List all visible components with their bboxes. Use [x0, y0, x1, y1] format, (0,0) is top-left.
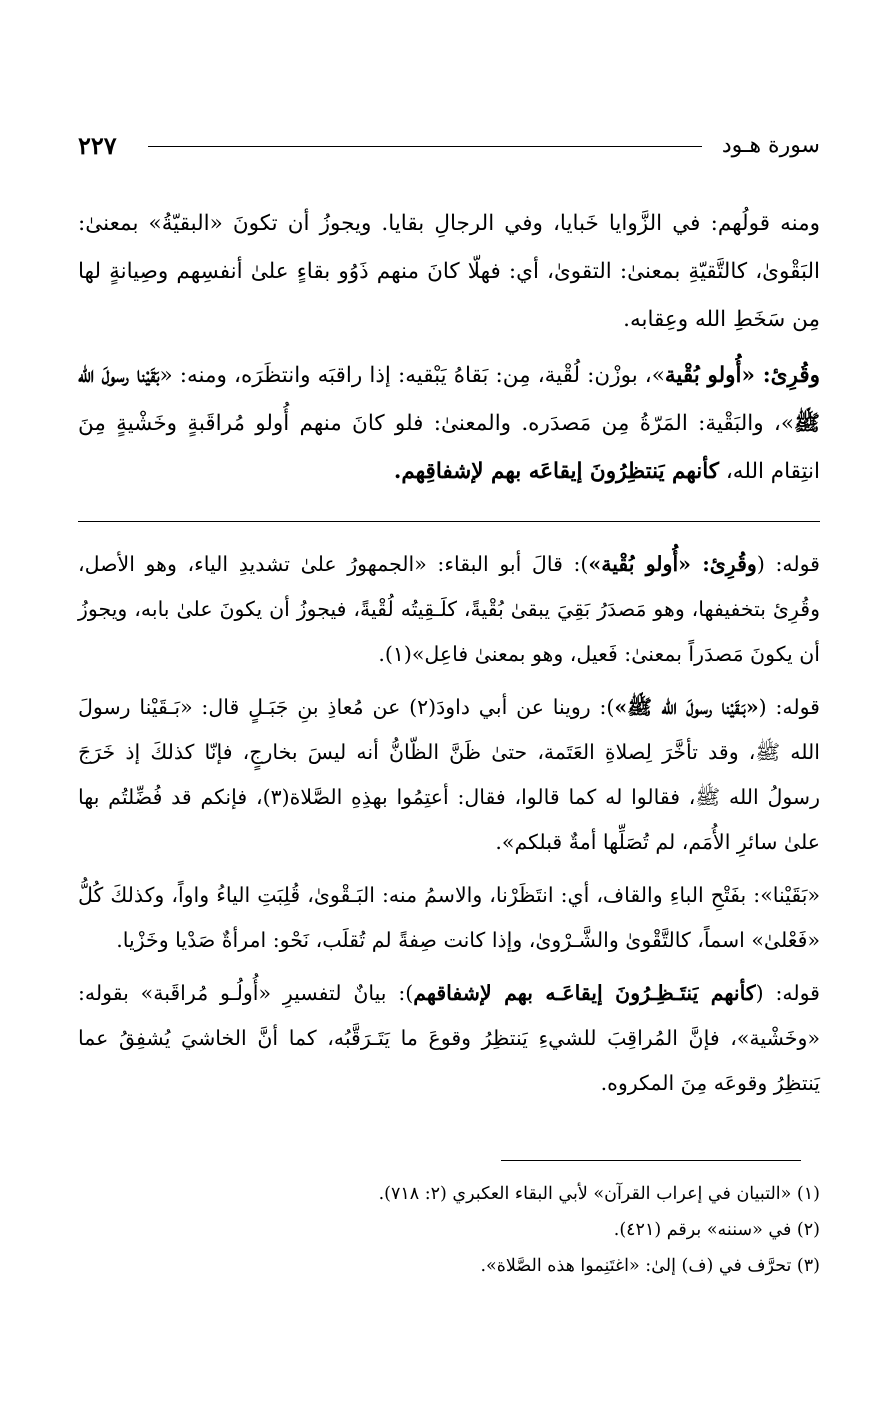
commentary-body: ): بيانٌ لتفسيرِ «أُولُـو مُراقَبة» بقوله: «وخَشْية»، فإنَّ المُراقِبَ للشيءِ يَنتظِرُ وقوعَ ما يَتَـرَقَّبُه، كما أنَّ الخاشيَ يُشفِقُ عما يَنتظِرُ وقوعَه مِنَ المكروه. [78, 981, 820, 1095]
commentary-text [78, 542, 820, 1114]
reading-quote: أُولو بُقْية [664, 363, 742, 388]
reading-text: »، بوزْن: لُقْية، مِن: بَقاهُ يَبْقيه: إذا راقبَه وانتظَرَه، ومنه: « [159, 363, 665, 388]
commentary-body: ): قالَ أبو البقاء: «الجمهورُ علىٰ تشديدِ الياء، وهو الأصل، وقُرِئ بتخفيفها، وهو مَصدَرُ بَقِيَ يبقىٰ بُقْيةً، كلَـقِيتُه لُقْيةً، فيجوزُ أن يكونَ علىٰ بابه، ويجوزُ أن يكونَ مَصدَراً بمعنىٰ: فَعيل، وهو بمعنىٰ فاعِل»(١). [78, 552, 820, 666]
commentary-paragraph: «بَقَيْنا»: بفَتْحِ الباءِ والقاف، أي: انتَظَرْنا، والاسمُ منه: البَـقْوىٰ، قُلِبَتِ الياءُ واواً، وكذلكَ كُلُّ «فَعْلىٰ» اسماً، كالتَّقْوىٰ والشَّـرْوىٰ، وإذا كانت صِفةً لم تُقلَب، نَحْو: امرأةٌ صَدْيا وخَزْيا. [78, 883, 820, 952]
footnote: (٣) تحرَّف في (ف) إلىٰ: «اغتَنِموا هذه الصَّلاة». [480, 1256, 820, 1276]
section-divider [78, 521, 820, 522]
footnotes [78, 1176, 820, 1284]
commentary-paragraph [78, 685, 820, 865]
footnote-rule [501, 1160, 801, 1161]
bold-conclusion: كأنهم يَنتظِرُونَ إيقاعَه بهم لإشفاقِهم. [393, 459, 720, 484]
reading-lead: وقُرِئ: « [741, 363, 820, 388]
commentary-heading: «بَـقَيْنا رسولَ الله ﷺ» [614, 695, 759, 719]
commentary-heading: كأنهم يَنتَـظِـرُونَ إيقاعَـه بهم لإشفاقهم [413, 981, 756, 1005]
hadith-quote: بَقَيْنا رسولَ الله ﷺ [78, 363, 820, 436]
header-rule [148, 146, 702, 147]
commentary-heading: وقُرِئ: «أُولو بُقْية» [588, 552, 757, 576]
commentary-paragraph [78, 971, 820, 1106]
reading-text: »، والبَقْية: المَرّةُ مِن مَصدَره. والمعنىٰ: فلو كانَ منهم أُولو مُراقَبةٍ وخَشْيةٍ مِنَ انتِقام الله، [78, 411, 820, 484]
commentary-lead: قوله: ( [755, 981, 820, 1005]
running-header [78, 128, 820, 164]
main-paragraph: ومنه قولُهم: في الزَّوايا خَبايا، وفي الرجالِ بقايا. ويجوزُ أن تكونَ «البقيّةُ» بمعنىٰ: البَقْوىٰ، كالتَّقيّةِ بمعنىٰ: التقوىٰ، أي: فهلّا كانَ منهم ذَوُو بقاءٍ علىٰ أنفسِهم وصِيانةٍ لها مِن سَخَطِ الله وعِقابه. [78, 211, 820, 332]
main-paragraph [78, 352, 820, 496]
page-number: ٢٢٧ [78, 131, 117, 160]
commentary-paragraph [78, 542, 820, 677]
main-text [78, 200, 820, 504]
commentary-body: ): روينا عن أبي داودَ(٢) عن مُعاذِ بنِ جَبَـلٍ قال: «بَـقَيْنا رسولَ الله ﷺ، وقد تأخَّرَ لِصلاةِ العَتَمة، حتىٰ ظَنَّ الظّانُّ أنه ليسَ بخارجٍ، فإنّا كذلكَ إذ خَرَجَ رسولُ الله ﷺ، فقالوا له كما قالوا، فقال: أعتِمُوا بهذِهِ الصَّلاة(٣)، فإنكم قد فُضِّلتُم بها علىٰ سائرِ الأُمَم، لم تُصَلِّها أمةٌ قبلكم». [78, 695, 821, 854]
footnote: (٢) في «سننه» برقم (٤٢١). [613, 1220, 820, 1240]
commentary-lead: قوله: ( [758, 695, 820, 719]
surah-title: سورة هـود [721, 133, 820, 158]
footnote: (١) «التبيان في إعراب القرآن» لأبي البقاء العكبري (٢: ٧١٨). [378, 1184, 820, 1204]
commentary-lead: قوله: ( [756, 552, 820, 576]
